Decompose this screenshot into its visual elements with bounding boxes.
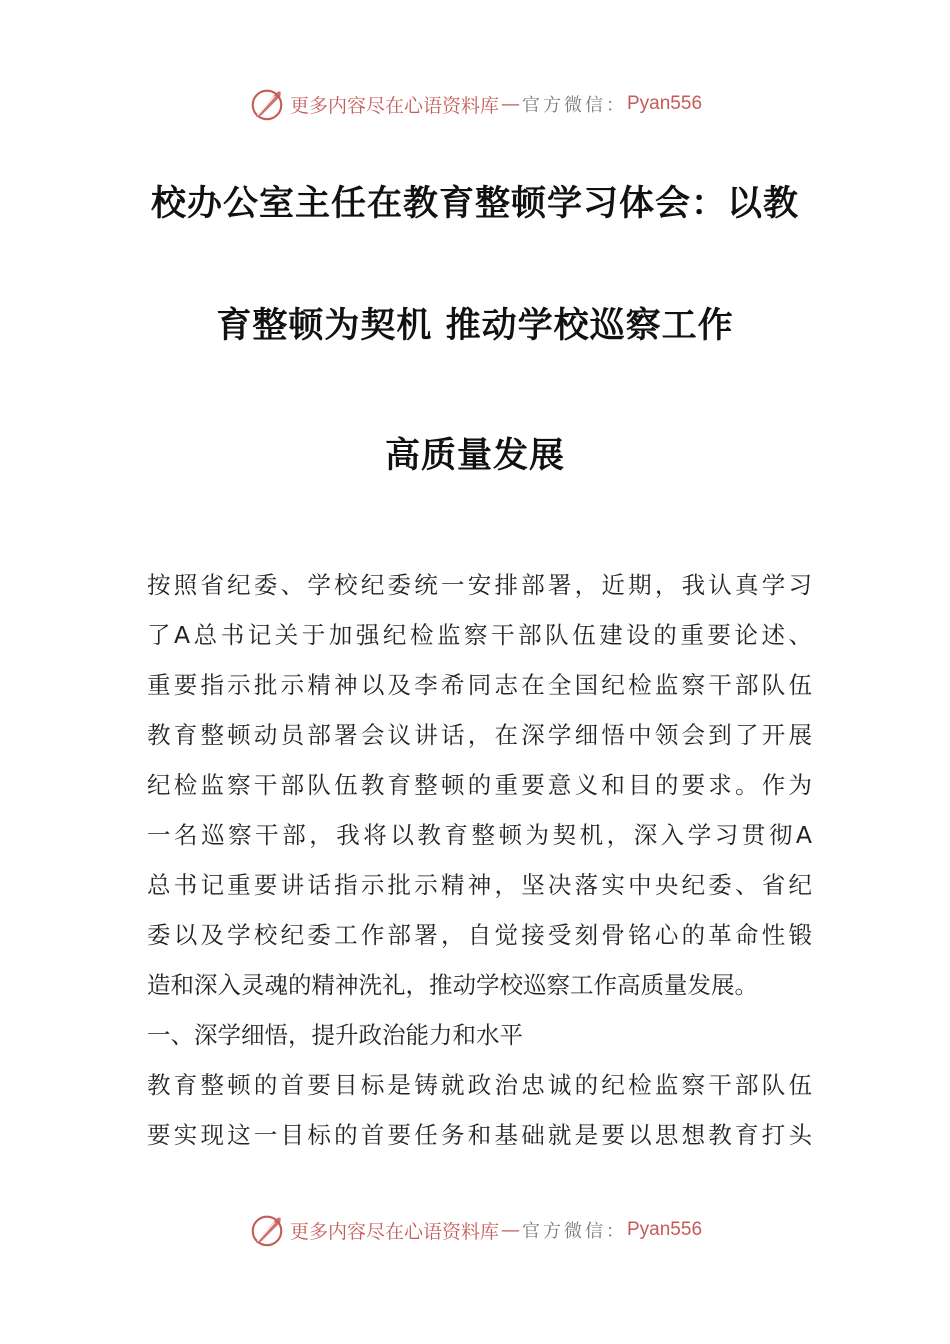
paragraph-line: 重要指示批示精神以及李希同志在全国纪检监察干部队伍 [147, 671, 812, 699]
paragraph-line: 要实现这一目标的首要任务和基础就是要以思想教育打头 [147, 1121, 812, 1149]
wechat-account: Pyan556 [627, 93, 703, 114]
paragraph-line: 教育整顿动员部署会议讲话，在深学细悟中领会到了开展 [147, 721, 812, 749]
quill-pen-logo-icon [248, 1211, 286, 1249]
title-line-1: 校办公室主任在教育整顿学习体会：以教 [150, 183, 799, 224]
paragraph-line: 造和深入灵魂的精神洗礼，推动学校巡察工作高质量发展。 [147, 971, 758, 999]
paragraph-line: 了A总书记关于加强纪检监察干部队伍建设的重要论述、 [147, 621, 812, 649]
wechat-label: 官方微信： [522, 1221, 627, 1242]
title-line-2: 育整顿为契机 推动学校巡察工作 [216, 305, 734, 346]
paragraph-1 [147, 560, 812, 1010]
paragraph-line: 委以及学校纪委工作部署，自觉接受刻骨铭心的革命性锻 [147, 921, 812, 949]
banner-dash: — [501, 1219, 520, 1241]
quill-pen-logo-icon [248, 85, 286, 123]
paragraph-line: 纪检监察干部队伍教育整顿的重要意义和目的要求。作为 [147, 771, 812, 799]
footer-banner [0, 1208, 950, 1252]
header-banner [0, 82, 950, 126]
section-heading-1: 一、深学细悟，提升政治能力和水平 [147, 1021, 523, 1049]
paragraph-line: 一名巡察干部，我将以教育整顿为契机，深入学习贯彻A [147, 821, 812, 849]
banner-dash: — [501, 93, 520, 115]
title-line-3: 高质量发展 [384, 435, 565, 476]
paragraph-line: 教育整顿的首要目标是铸就政治忠诚的纪检监察干部队伍 [147, 1071, 812, 1099]
paragraph-line: 总书记重要讲话指示批示精神，坚决落实中央纪委、省纪 [147, 871, 812, 899]
paragraph-line: 按照省纪委、学校纪委统一安排部署，近期，我认真学习 [147, 571, 812, 599]
library-text: 更多内容尽在心语资料库 [289, 1220, 499, 1243]
paragraph-2 [147, 1060, 812, 1160]
library-text: 更多内容尽在心语资料库 [289, 94, 499, 117]
wechat-label: 官方微信： [522, 95, 627, 116]
wechat-account: Pyan556 [627, 1219, 703, 1240]
